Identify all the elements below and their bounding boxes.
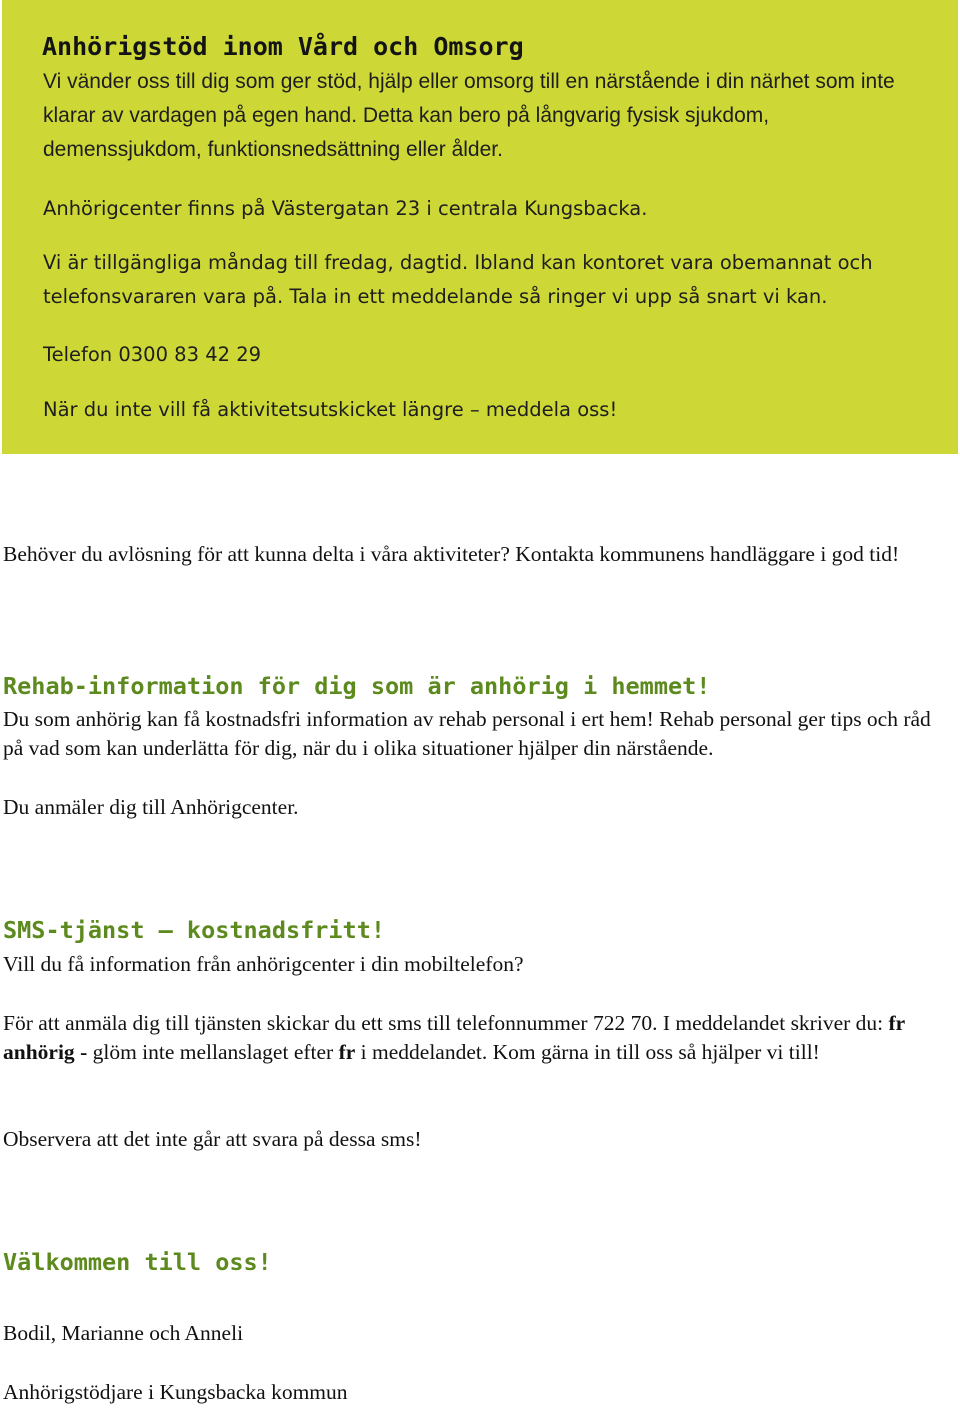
sms-code-dash: - <box>74 1039 88 1064</box>
rehab-heading: Rehab-information för dig som är anhörig i hemmet! <box>3 672 711 700</box>
signature-names: Bodil, Marianne och Anneli <box>3 1321 244 1345</box>
welcome-heading: Välkommen till oss! <box>3 1248 272 1276</box>
relief-text: Behöver du avlösning för att kunna delta i våra aktiviteter? Kontakta kommunens handläggare i god tid! <box>3 542 900 566</box>
address-text: Anhörigcenter finns på Västergatan 23 i centrala Kungsbacka. <box>43 197 648 220</box>
rehab-signup: Du anmäler dig till Anhörigcenter. <box>3 795 299 819</box>
sms-fr-word: fr <box>338 1039 356 1064</box>
unsubscribe-note: När du inte vill få aktivitetsutskicket längre – meddela oss! <box>43 398 618 421</box>
sms-reply-note: Observera att det inte går att svara på dessa sms! <box>3 1127 422 1151</box>
sms-heading: SMS-tjänst – kostnadsfritt! <box>3 916 386 944</box>
info-box-title: Anhörigstöd inom Vård och Omsorg <box>42 32 524 61</box>
phone-number: Telefon 0300 83 42 29 <box>43 343 262 366</box>
sms-code: fr anhörig <box>3 1011 905 1064</box>
opening-hours-line-1: Vi är tillgängliga måndag till fredag, dagtid. Ibland kan kontoret vara obemannat och <box>43 251 873 274</box>
info-box <box>2 0 958 454</box>
sms-instructions-part-2: glöm inte mellanslaget efter <box>87 1039 339 1064</box>
info-box-intro: Vi vänder oss till dig som ger stöd, hjälp eller omsorg till en närstående i din närhet som inte klarar av vardagen på egen hand. Detta kan bero på långvarig fysisk sjukdom, demenssjukdom, funktionsnedsättning eller ålder. <box>43 70 895 161</box>
signature-role: Anhörigstödjare i Kungsbacka kommun <box>3 1380 348 1404</box>
sms-instructions-part-3: i meddelandet. Kom gärna in till oss så hjälper vi till! <box>355 1039 820 1064</box>
rehab-text: Du som anhörig kan få kostnadsfri information av rehab personal i ert hem! Rehab personal ger tips och råd på vad som kan underlätta för dig, när du i olika situationer hjälper din närstående. <box>3 707 931 760</box>
sms-question: Vill du få information från anhörigcenter i din mobiltelefon? <box>3 952 524 976</box>
opening-hours-line-2: telefonsvararen vara på. Tala in ett meddelande så ringer vi upp så snart vi kan. <box>43 285 828 308</box>
sms-instructions <box>3 1009 948 1066</box>
sms-instructions-part-1: För att anmäla dig till tjänsten skickar du ett sms till telefonnummer 722 70. I meddelandet skriver du: <box>3 1011 889 1035</box>
